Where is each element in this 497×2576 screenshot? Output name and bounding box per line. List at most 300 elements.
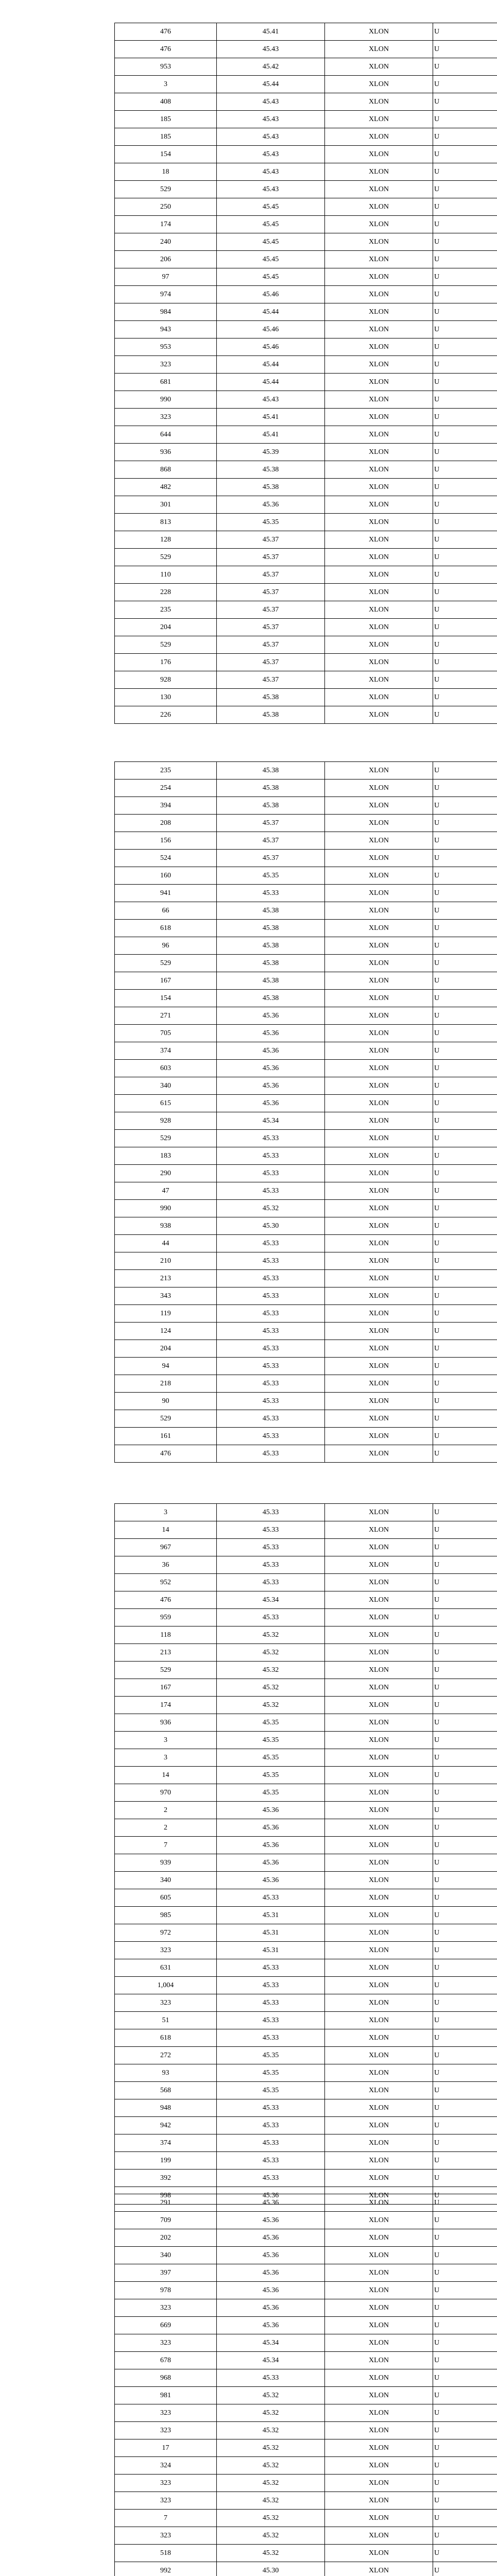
- currency-cell: U: [433, 58, 497, 76]
- table-row: [115, 1147, 497, 1165]
- table-row: [115, 619, 497, 636]
- table-row: [115, 2099, 497, 2117]
- currency-cell: U: [433, 1504, 497, 1521]
- price-cell: 45.33: [217, 2117, 325, 2134]
- venue-cell: XLON: [325, 937, 433, 955]
- venue-cell: XLON: [325, 128, 433, 146]
- table-row: [115, 1749, 497, 1767]
- table-row: [115, 163, 497, 181]
- volume-cell: 323: [115, 409, 217, 426]
- currency-cell: U: [433, 2422, 497, 2439]
- volume-cell: 226: [115, 706, 217, 724]
- venue-cell: XLON: [325, 1410, 433, 1428]
- currency-cell: U: [433, 706, 497, 724]
- volume-cell: 603: [115, 1060, 217, 1077]
- price-cell: 45.38: [217, 762, 325, 779]
- venue-cell: XLON: [325, 1959, 433, 1977]
- currency-cell: U: [433, 1574, 497, 1591]
- table-row: [115, 2369, 497, 2387]
- currency-cell: U: [433, 1626, 497, 1644]
- price-cell: 45.36: [217, 1007, 325, 1025]
- venue-cell: XLON: [325, 2247, 433, 2264]
- table-row: [115, 2247, 497, 2264]
- price-cell: 45.35: [217, 1732, 325, 1749]
- price-cell: 45.38: [217, 779, 325, 797]
- price-cell: 45.35: [217, 1767, 325, 1784]
- table-row: [115, 2527, 497, 2545]
- price-cell: 45.43: [217, 163, 325, 181]
- venue-cell: XLON: [325, 1837, 433, 1854]
- table-row: [115, 391, 497, 409]
- table-row: [115, 23, 497, 41]
- table-row: [115, 1609, 497, 1626]
- table-row: [115, 920, 497, 937]
- currency-cell: U: [433, 2527, 497, 2545]
- table-row: [115, 1340, 497, 1358]
- volume-cell: 681: [115, 374, 217, 391]
- currency-cell: U: [433, 2457, 497, 2475]
- volume-cell: 992: [115, 2562, 217, 2576]
- currency-cell: U: [433, 128, 497, 146]
- price-cell: 45.36: [217, 2282, 325, 2299]
- venue-cell: XLON: [325, 2492, 433, 2510]
- price-cell: 45.37: [217, 850, 325, 867]
- venue-cell: XLON: [325, 146, 433, 163]
- table-row: [115, 1007, 497, 1025]
- price-cell: 45.44: [217, 76, 325, 93]
- price-cell: 45.44: [217, 374, 325, 391]
- table-row: [115, 2264, 497, 2282]
- currency-cell: U: [433, 356, 497, 374]
- table-row: [115, 2492, 497, 2510]
- volume-cell: 408: [115, 93, 217, 111]
- volume-cell: 323: [115, 2334, 217, 2352]
- venue-cell: XLON: [325, 1767, 433, 1784]
- price-cell: 45.32: [217, 1679, 325, 1697]
- table-row: [115, 2545, 497, 2562]
- volume-cell: 7: [115, 1837, 217, 1854]
- volume-cell: 953: [115, 338, 217, 356]
- volume-cell: 618: [115, 920, 217, 937]
- price-cell: 45.35: [217, 1749, 325, 1767]
- volume-cell: 301: [115, 496, 217, 514]
- currency-cell: U: [433, 2082, 497, 2099]
- volume-cell: 97: [115, 268, 217, 286]
- venue-cell: XLON: [325, 850, 433, 867]
- volume-cell: 392: [115, 2170, 217, 2187]
- table-row: [115, 885, 497, 902]
- price-cell: 45.32: [217, 2527, 325, 2545]
- venue-cell: XLON: [325, 2457, 433, 2475]
- volume-cell: 941: [115, 885, 217, 902]
- table-row: [115, 1574, 497, 1591]
- volume-cell: 928: [115, 1112, 217, 1130]
- currency-cell: U: [433, 1767, 497, 1784]
- price-cell: 45.36: [217, 1042, 325, 1060]
- price-cell: 45.30: [217, 2562, 325, 2576]
- currency-cell: U: [433, 2492, 497, 2510]
- price-cell: 45.32: [217, 2475, 325, 2492]
- price-cell: 45.33: [217, 2369, 325, 2387]
- volume-cell: 66: [115, 902, 217, 920]
- currency-cell: U: [433, 1959, 497, 1977]
- volume-cell: 938: [115, 1217, 217, 1235]
- venue-cell: XLON: [325, 2475, 433, 2492]
- volume-cell: 272: [115, 2047, 217, 2064]
- volume-cell: 185: [115, 128, 217, 146]
- currency-cell: U: [433, 1907, 497, 1924]
- venue-cell: XLON: [325, 1574, 433, 1591]
- price-cell: 45.33: [217, 1235, 325, 1252]
- volume-cell: 943: [115, 321, 217, 338]
- price-cell: 45.33: [217, 1270, 325, 1287]
- table-row: [115, 338, 497, 356]
- currency-cell: U: [433, 2187, 497, 2205]
- venue-cell: XLON: [325, 2352, 433, 2369]
- price-cell: 45.33: [217, 1340, 325, 1358]
- price-cell: 45.42: [217, 58, 325, 76]
- price-cell: 45.34: [217, 2334, 325, 2352]
- price-cell: 45.33: [217, 1165, 325, 1182]
- venue-cell: XLON: [325, 496, 433, 514]
- price-cell: 45.33: [217, 1445, 325, 1463]
- volume-cell: 204: [115, 619, 217, 636]
- venue-cell: XLON: [325, 689, 433, 706]
- volume-cell: 3: [115, 76, 217, 93]
- currency-cell: U: [433, 1521, 497, 1539]
- venue-cell: XLON: [325, 1714, 433, 1732]
- currency-cell: U: [433, 1445, 497, 1463]
- table-row: [115, 181, 497, 198]
- currency-cell: U: [433, 1644, 497, 1662]
- volume-cell: 936: [115, 1714, 217, 1732]
- venue-cell: XLON: [325, 1872, 433, 1889]
- volume-cell: 254: [115, 779, 217, 797]
- venue-cell: XLON: [325, 1662, 433, 1679]
- volume-cell: 176: [115, 654, 217, 671]
- currency-cell: U: [433, 2439, 497, 2457]
- currency-cell: U: [433, 1235, 497, 1252]
- price-cell: 45.36: [217, 1095, 325, 1112]
- price-cell: 45.38: [217, 972, 325, 990]
- venue-cell: XLON: [325, 374, 433, 391]
- currency-cell: U: [433, 2510, 497, 2527]
- price-cell: 45.33: [217, 1252, 325, 1270]
- table-row: [115, 1819, 497, 1837]
- currency-cell: U: [433, 2170, 497, 2187]
- table-row: [115, 1977, 497, 1994]
- volume-cell: 959: [115, 1609, 217, 1626]
- venue-cell: XLON: [325, 566, 433, 584]
- currency-cell: U: [433, 1732, 497, 1749]
- price-cell: 45.33: [217, 1539, 325, 1556]
- volume-cell: 990: [115, 391, 217, 409]
- price-cell: 45.33: [217, 1428, 325, 1445]
- venue-cell: XLON: [325, 286, 433, 303]
- price-cell: 45.37: [217, 531, 325, 549]
- volume-cell: 213: [115, 1270, 217, 1287]
- volume-cell: 981: [115, 2387, 217, 2404]
- price-cell: 45.37: [217, 584, 325, 601]
- currency-cell: U: [433, 181, 497, 198]
- volume-cell: 44: [115, 1235, 217, 1252]
- venue-cell: XLON: [325, 479, 433, 496]
- volume-cell: 529: [115, 955, 217, 972]
- venue-cell: XLON: [325, 198, 433, 216]
- venue-cell: XLON: [325, 1854, 433, 1872]
- price-cell: 45.34: [217, 2352, 325, 2369]
- volume-cell: 323: [115, 2404, 217, 2422]
- currency-cell: U: [433, 426, 497, 444]
- volume-cell: 978: [115, 2282, 217, 2299]
- table-row: [115, 2352, 497, 2369]
- table-row: [115, 1644, 497, 1662]
- venue-cell: XLON: [325, 619, 433, 636]
- price-cell: 45.36: [217, 2212, 325, 2229]
- currency-cell: U: [433, 1077, 497, 1095]
- price-cell: 45.35: [217, 1714, 325, 1732]
- price-cell: 45.33: [217, 1959, 325, 1977]
- venue-cell: XLON: [325, 2187, 433, 2205]
- currency-cell: U: [433, 1802, 497, 1819]
- currency-cell: U: [433, 1182, 497, 1200]
- currency-cell: U: [433, 2264, 497, 2282]
- currency-cell: U: [433, 1393, 497, 1410]
- price-cell: 45.35: [217, 1784, 325, 1802]
- price-cell: 45.43: [217, 41, 325, 58]
- currency-cell: U: [433, 2047, 497, 2064]
- venue-cell: XLON: [325, 601, 433, 619]
- table-row: [115, 2082, 497, 2099]
- price-cell: 45.32: [217, 2457, 325, 2475]
- volume-cell: 669: [115, 2317, 217, 2334]
- table-row: [115, 566, 497, 584]
- volume-cell: 185: [115, 111, 217, 128]
- venue-cell: XLON: [325, 1042, 433, 1060]
- currency-cell: U: [433, 1819, 497, 1837]
- volume-cell: 291: [115, 2194, 217, 2212]
- venue-cell: XLON: [325, 391, 433, 409]
- venue-cell: XLON: [325, 1784, 433, 1802]
- table-row: [115, 1714, 497, 1732]
- venue-cell: XLON: [325, 2117, 433, 2134]
- table-row: [115, 1445, 497, 1463]
- venue-cell: XLON: [325, 426, 433, 444]
- currency-cell: U: [433, 762, 497, 779]
- venue-cell: XLON: [325, 1252, 433, 1270]
- price-cell: 45.33: [217, 1994, 325, 2012]
- venue-cell: XLON: [325, 2012, 433, 2029]
- price-cell: 45.36: [217, 1837, 325, 1854]
- volume-cell: 240: [115, 233, 217, 251]
- currency-cell: U: [433, 1609, 497, 1626]
- volume-cell: 206: [115, 251, 217, 268]
- volume-cell: 323: [115, 1942, 217, 1959]
- venue-cell: XLON: [325, 444, 433, 461]
- volume-cell: 644: [115, 426, 217, 444]
- price-cell: 45.33: [217, 1358, 325, 1375]
- volume-cell: 213: [115, 1644, 217, 1662]
- price-cell: 45.31: [217, 1924, 325, 1942]
- venue-cell: XLON: [325, 1539, 433, 1556]
- volume-cell: 124: [115, 1323, 217, 1340]
- price-cell: 45.38: [217, 706, 325, 724]
- table-row: [115, 41, 497, 58]
- volume-cell: 208: [115, 815, 217, 832]
- currency-cell: U: [433, 251, 497, 268]
- table-row: [115, 2170, 497, 2187]
- currency-cell: U: [433, 619, 497, 636]
- currency-cell: U: [433, 1025, 497, 1042]
- venue-cell: XLON: [325, 1200, 433, 1217]
- currency-cell: U: [433, 2134, 497, 2152]
- currency-cell: U: [433, 779, 497, 797]
- table-row: [115, 268, 497, 286]
- table-row: [115, 1626, 497, 1644]
- volume-cell: 167: [115, 972, 217, 990]
- price-cell: 45.33: [217, 1287, 325, 1305]
- currency-cell: U: [433, 1697, 497, 1714]
- price-cell: 45.33: [217, 2152, 325, 2170]
- table-row: [115, 584, 497, 601]
- currency-cell: U: [433, 972, 497, 990]
- table-row: [115, 2422, 497, 2439]
- currency-cell: U: [433, 391, 497, 409]
- volume-cell: 709: [115, 2212, 217, 2229]
- price-cell: 45.33: [217, 1977, 325, 1994]
- price-cell: 45.33: [217, 1182, 325, 1200]
- venue-cell: XLON: [325, 1323, 433, 1340]
- table-row: [115, 1837, 497, 1854]
- volume-cell: 36: [115, 1556, 217, 1574]
- venue-cell: XLON: [325, 461, 433, 479]
- venue-cell: XLON: [325, 233, 433, 251]
- price-cell: 45.36: [217, 2317, 325, 2334]
- volume-cell: 985: [115, 1907, 217, 1924]
- currency-cell: U: [433, 409, 497, 426]
- table-row: [115, 867, 497, 885]
- price-cell: 45.36: [217, 1060, 325, 1077]
- venue-cell: XLON: [325, 23, 433, 41]
- table-row: [115, 2457, 497, 2475]
- table-row: [115, 1235, 497, 1252]
- price-cell: 45.35: [217, 514, 325, 531]
- venue-cell: XLON: [325, 321, 433, 338]
- volume-cell: 948: [115, 2099, 217, 2117]
- table-row: [115, 251, 497, 268]
- currency-cell: U: [433, 1749, 497, 1767]
- table-row: [115, 1217, 497, 1235]
- table-row: [115, 1095, 497, 1112]
- venue-cell: XLON: [325, 1095, 433, 1112]
- currency-cell: U: [433, 374, 497, 391]
- table-row: [115, 2134, 497, 2152]
- venue-cell: XLON: [325, 251, 433, 268]
- price-cell: 45.38: [217, 479, 325, 496]
- table-row: [115, 531, 497, 549]
- price-cell: 45.37: [217, 549, 325, 566]
- table-row: [115, 1784, 497, 1802]
- price-cell: 45.38: [217, 920, 325, 937]
- price-cell: 45.31: [217, 1907, 325, 1924]
- currency-cell: U: [433, 93, 497, 111]
- currency-cell: U: [433, 636, 497, 654]
- price-cell: 45.36: [217, 1025, 325, 1042]
- table-row: [115, 1200, 497, 1217]
- table-row: [115, 636, 497, 654]
- venue-cell: XLON: [325, 636, 433, 654]
- price-cell: 45.38: [217, 955, 325, 972]
- table-row: [115, 76, 497, 93]
- venue-cell: XLON: [325, 1609, 433, 1626]
- venue-cell: XLON: [325, 1819, 433, 1837]
- volume-cell: 340: [115, 2247, 217, 2264]
- currency-cell: U: [433, 990, 497, 1007]
- table-row: [115, 233, 497, 251]
- venue-cell: XLON: [325, 797, 433, 815]
- volume-cell: 2: [115, 1819, 217, 1837]
- table-row: [115, 797, 497, 815]
- table-row: [115, 1060, 497, 1077]
- venue-cell: XLON: [325, 338, 433, 356]
- currency-cell: U: [433, 1714, 497, 1732]
- currency-cell: U: [433, 654, 497, 671]
- price-cell: 45.33: [217, 1504, 325, 1521]
- volume-cell: 250: [115, 198, 217, 216]
- price-cell: 45.33: [217, 1609, 325, 1626]
- venue-cell: XLON: [325, 779, 433, 797]
- currency-cell: U: [433, 1042, 497, 1060]
- table-row: [115, 762, 497, 779]
- table-row: [115, 937, 497, 955]
- venue-cell: XLON: [325, 2170, 433, 2187]
- venue-cell: XLON: [325, 1749, 433, 1767]
- venue-cell: XLON: [325, 972, 433, 990]
- volume-cell: 7: [115, 2510, 217, 2527]
- price-cell: 45.33: [217, 1574, 325, 1591]
- currency-cell: U: [433, 1837, 497, 1854]
- volume-cell: 631: [115, 1959, 217, 1977]
- venue-cell: XLON: [325, 654, 433, 671]
- table-row: [115, 2317, 497, 2334]
- table-row: [115, 955, 497, 972]
- volume-cell: 1,004: [115, 1977, 217, 1994]
- venue-cell: XLON: [325, 531, 433, 549]
- volume-cell: 967: [115, 1539, 217, 1556]
- table-row: [115, 1802, 497, 1819]
- venue-cell: XLON: [325, 2064, 433, 2082]
- price-cell: 45.43: [217, 111, 325, 128]
- venue-cell: XLON: [325, 549, 433, 566]
- currency-cell: U: [433, 2099, 497, 2117]
- volume-cell: 968: [115, 2369, 217, 2387]
- price-cell: 45.35: [217, 2082, 325, 2099]
- volume-cell: 397: [115, 2264, 217, 2282]
- price-cell: 45.33: [217, 2099, 325, 2117]
- table-row: [115, 1305, 497, 1323]
- price-cell: 45.36: [217, 2299, 325, 2317]
- price-cell: 45.32: [217, 2422, 325, 2439]
- table-row: [115, 1732, 497, 1749]
- venue-cell: XLON: [325, 1270, 433, 1287]
- venue-cell: XLON: [325, 1375, 433, 1393]
- currency-cell: U: [433, 2194, 497, 2212]
- currency-cell: U: [433, 2247, 497, 2264]
- volume-cell: 210: [115, 1252, 217, 1270]
- price-cell: 45.33: [217, 2134, 325, 2152]
- table-row: [115, 321, 497, 338]
- price-cell: 45.34: [217, 1112, 325, 1130]
